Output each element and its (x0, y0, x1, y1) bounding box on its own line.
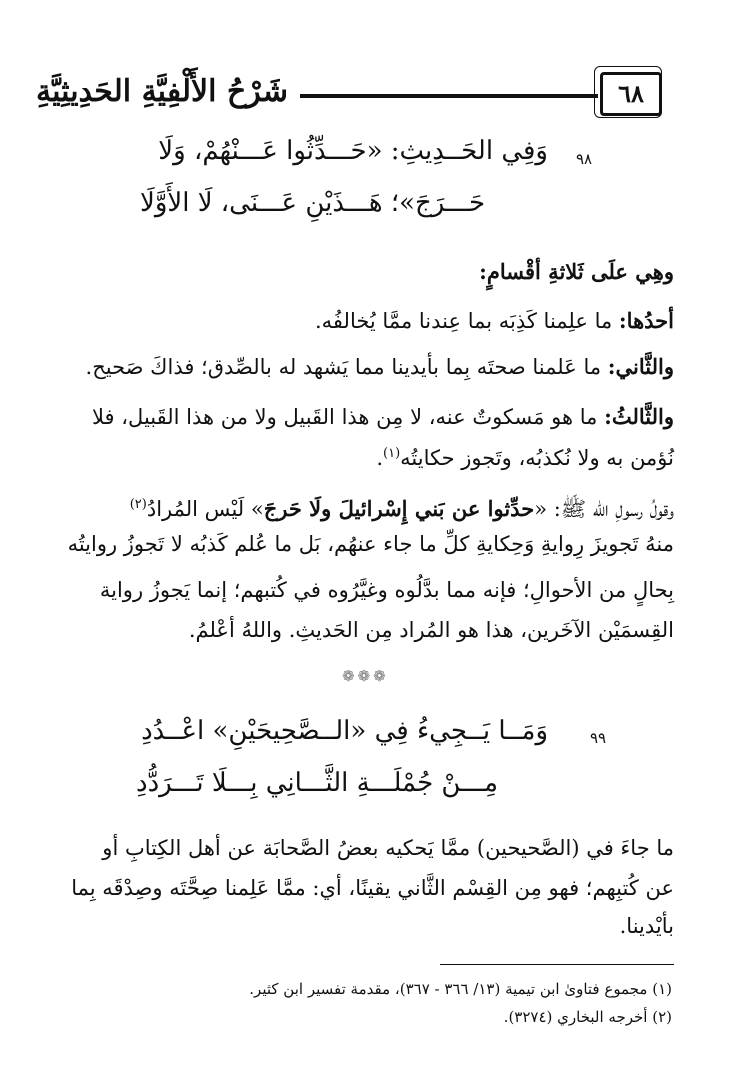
explanation-line-2: عن كُتبِهم؛ فهو مِن القِسْم الثَّاني يقينًا، أي: ممَّا عَلِمنا صِحَّتَه وصِدْقَه بِما (71, 876, 674, 900)
paragraph-second (70, 353, 674, 381)
paragraph-label: أحدُها: (618, 308, 674, 333)
paragraph-text: » لَيْس المُرادُ (146, 497, 264, 521)
footnote-separator (440, 964, 674, 965)
page-number: ٦٨ (618, 79, 644, 108)
paragraph-label: والثَّاني: (607, 354, 674, 379)
paragraph-third (70, 403, 674, 431)
explanation-line-1: ما جاءَ في (الصَّحيحين) ممَّا يَحكيه بعضُ الصَّحابَة عن أهل الكِتابِ أو (102, 836, 674, 860)
footnote-1: (١) مجموع فتاوىٰ ابن تيمية (١٣/ ٣٦٦ - ٣٦٧)، مقدمة تفسير ابن كثير. (249, 980, 672, 998)
verse-line-1: وَمَــا يَــجِيءُ فِي «الــصَّحِيحَيْنِ» اعْــدُدِ (141, 716, 548, 746)
paragraph-text: . (376, 446, 384, 470)
section-heading: وهِي علَى ثَلاثةِ أقْسامٍ: (479, 259, 674, 284)
verse-line-1: وَفِي الحَــدِيثِ: «حَـــدِّثُوا عَـــنْهُمْ، وَلَا (158, 136, 548, 166)
paragraph-text: وقولُ رسولِ الله ﷺ: « (534, 497, 674, 521)
verse-number: ٩٨ (576, 150, 593, 168)
verse-number: ٩٩ (590, 729, 607, 747)
paragraph-fourth-line-2: منهُ تَجويزَ رِوايةِ وَحِكايةِ كلِّ ما جاء عنهُم، بَل ما عُلم كَذبُه لا تَجوزُ روايتُه (67, 532, 674, 556)
hadith-quote: حدِّثوا عن بَني إِسْرائيلَ ولَا حَرجَ (263, 496, 535, 521)
paragraph-text: ما عَلمنا صحتَه بِما بأيدينا مما يَشهد له بالصِّدق؛ فذاكَ صَحيح. (85, 355, 608, 379)
paragraph-first (70, 307, 674, 335)
paragraph-fourth-line-3: بِحالٍ من الأحوالِ؛ فإنه مما بدَّلُوه وغيَّرُوه في كُتبهم؛ إنما يَجوزُ رواية (99, 578, 674, 602)
paragraph-text: نُؤمن به ولا نُكذبُه، وتَجوز حكايتُه (400, 446, 674, 470)
paragraph-fourth-line-4: القِسمَيْن الآخَرين، هذا هو المُراد مِن الحَديثِ. واللهُ أعْلمُ. (188, 618, 674, 642)
explanation-line-3: بأيْدينا. (619, 914, 674, 938)
footnote-ref-2[interactable]: (٢) (129, 497, 147, 512)
page-number-frame (600, 72, 662, 116)
verse-line-2: مِـــنْ جُمْلَـــةِ الثَّـــانِي بِـــلَا تَـــرَدُّدِ (136, 768, 498, 798)
footnote-ref-1[interactable]: (١) (383, 446, 401, 461)
paragraph-third-cont (70, 440, 674, 472)
paragraph-fourth (70, 491, 674, 523)
footnote-2: (٢) أخرجه البخاري (٣٢٧٤). (503, 1008, 672, 1026)
verse-line-2: حَـــرَجَ»؛ هَـــذَيْنِ عَـــنَى، لَا الأَوَّلَا (140, 188, 486, 218)
paragraph-text: ما علِمنا كَذِبَه بما عِندنا ممَّا يُخالفُه. (315, 309, 619, 333)
header-rule (300, 94, 598, 98)
flower-ornament-icon: ❁❁❁ (342, 667, 389, 685)
paragraph-text: ما هو مَسكوتٌ عنه، لا مِن هذا القَبيل ولا من هذا القَبيل، فلا (92, 405, 605, 429)
running-title: شَرْحُ الأَلْفِيَّةِ الحَدِيثِيَّةِ (36, 74, 288, 109)
paragraph-label: والثَّالثُ: (604, 404, 674, 429)
